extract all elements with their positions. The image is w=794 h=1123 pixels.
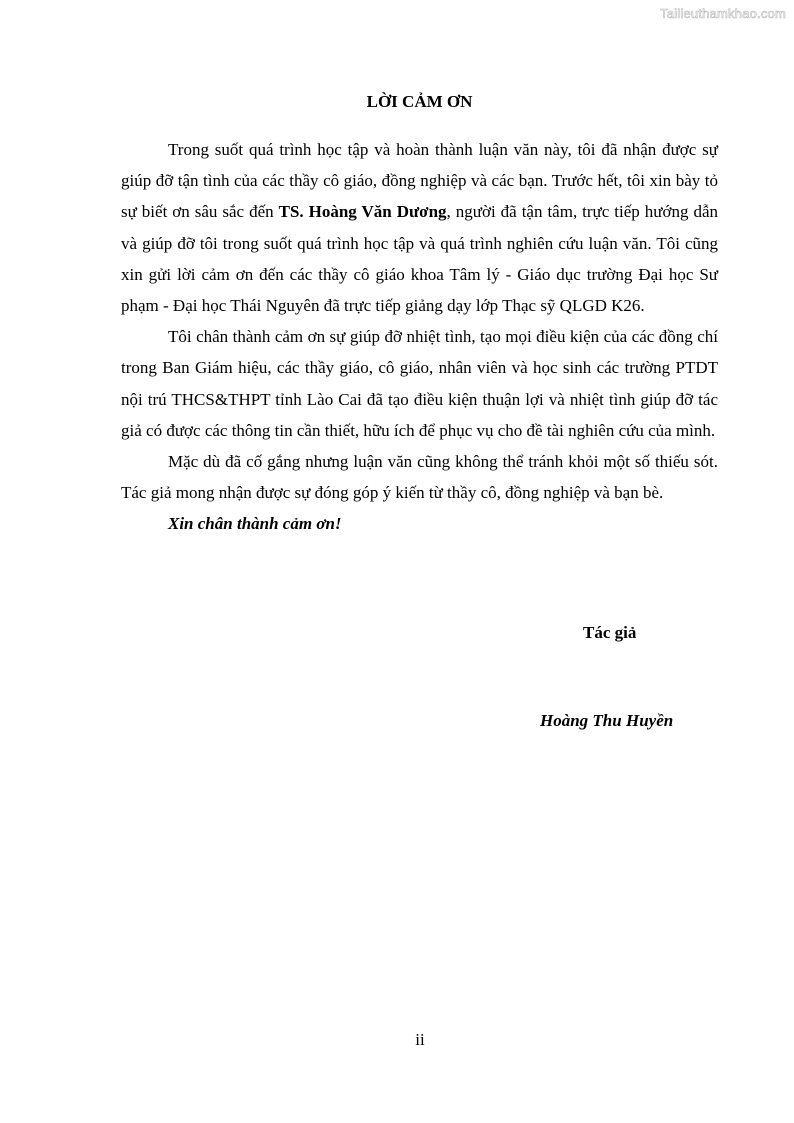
page-number: ii	[415, 1030, 425, 1049]
page-title: LỜI CẢM ƠN	[366, 92, 473, 111]
paragraph-1	[121, 134, 718, 321]
paragraph-2: Tôi chân thành cảm ơn sự giúp đỡ nhiệt tình, tạo mọi điều kiện của các đồng chí trong Ban Giám hiệu, các thầy giáo, cô giáo, nhân viên và học sinh các trường PTDT nội trú THCS&THPT tỉnh Lào Cai đã tạo điều kiện thuận lợi và nhiệt tình giúp đỡ tác giả có được các thông tin cần thiết, hữu ích để phục vụ cho đề tài nghiên cứu của mình.	[121, 327, 718, 440]
paragraph-1-text-before: Trong suốt quá trình học tập và hoàn thành luận văn này, tôi đã nhận được sự giúp đỡ tận tình của các thầy cô giáo, đồng nghiệp và các bạn. Trước hết, tôi xin bày tỏ sự biết ơn sâu sắc đến	[121, 140, 718, 222]
advisor-name: TS. Hoàng Văn Dương	[278, 202, 447, 222]
closing-line: Xin chân thành cảm ơn!	[168, 514, 342, 534]
acknowledgement-section	[121, 92, 718, 539]
watermark: Tailieuthamkhao.com	[660, 6, 786, 21]
paragraph-3: Mặc dù đã cố gắng nhưng luận văn cũng không thể tránh khỏi một số thiếu sót. Tác giả mong nhận được sự đóng góp ý kiến từ thầy cô, đồng nghiệp và bạn bè.	[121, 452, 718, 503]
author-name: Hoàng Thu Huyền	[540, 711, 674, 730]
author-label: Tác giả	[583, 623, 637, 642]
paragraph-1-text-after: , người đã tận tâm, trực tiếp hướng dẫn và giúp đỡ tôi trong suốt quá trình học tập và quá trình nghiên cứu luận văn. Tôi cũng xin gửi lời cảm ơn đến các thầy cô giáo khoa Tâm lý - Giáo dục trường Đại học Sư phạm - Đại học Thái Nguyên đã trực tiếp giảng dạy lớp Thạc sỹ QLGD K26.	[121, 202, 718, 316]
